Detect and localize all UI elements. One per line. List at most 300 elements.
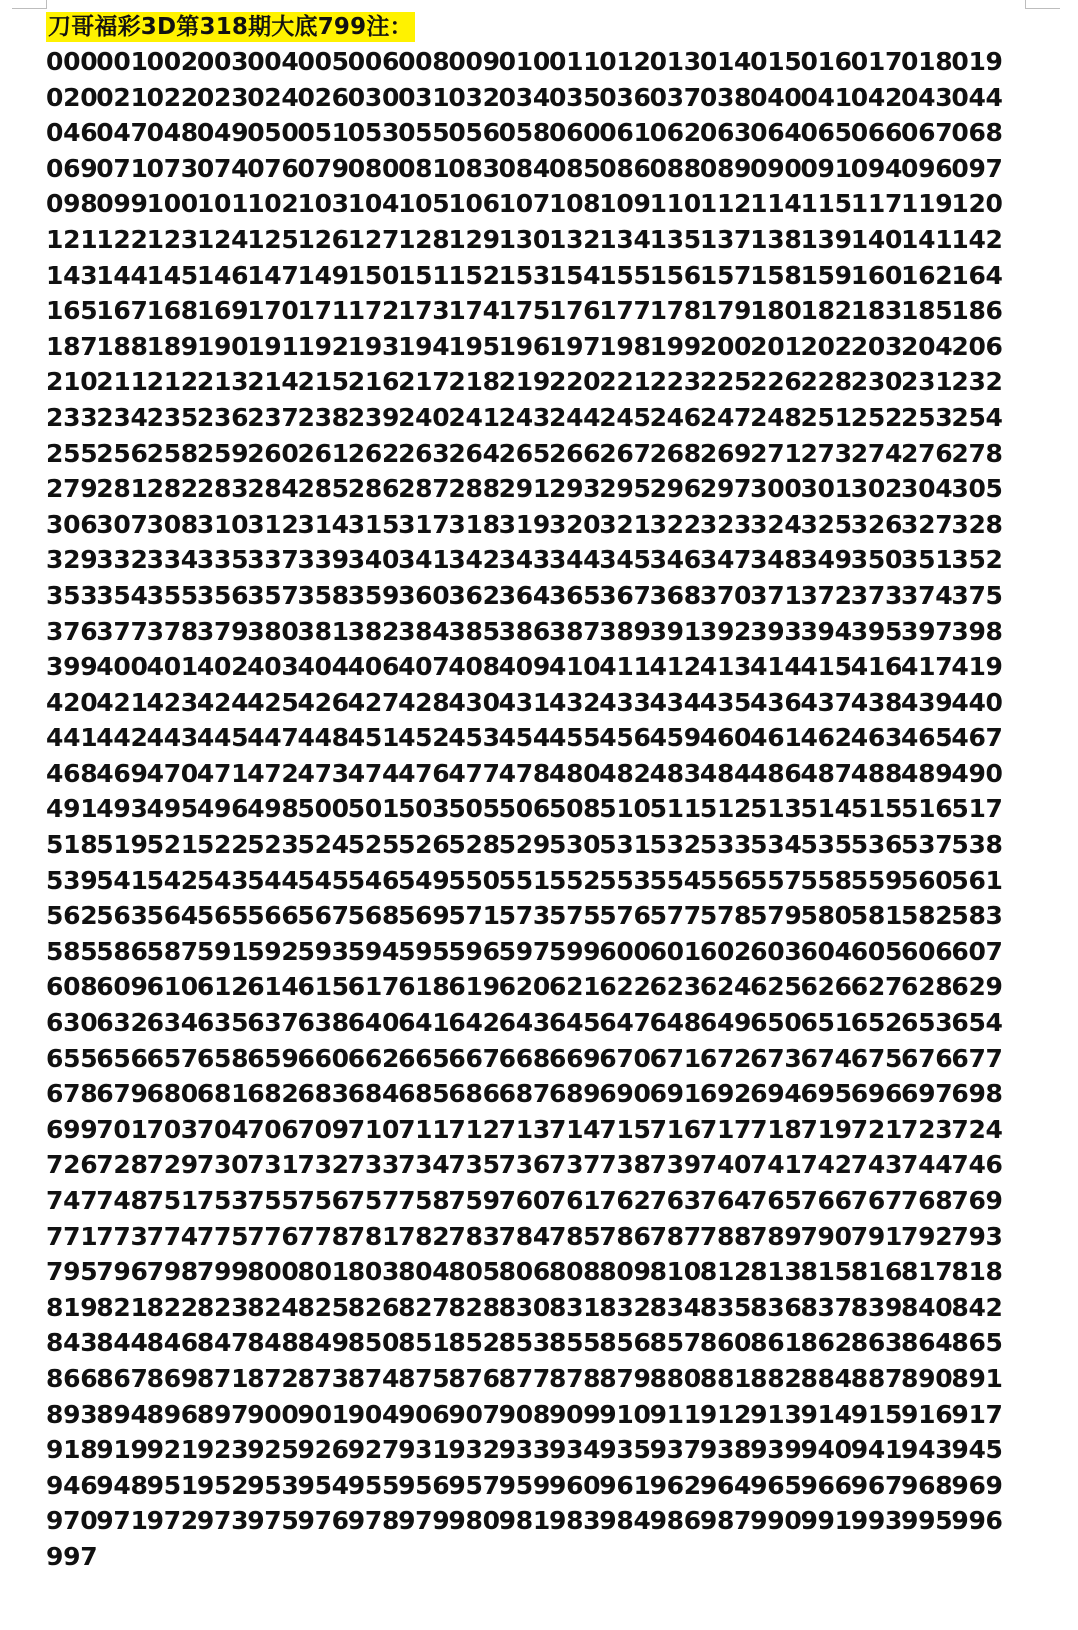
number-item: 247 xyxy=(699,402,752,432)
number-item: 355 xyxy=(146,580,198,610)
number-item: 297 xyxy=(699,474,752,504)
number-item: 269 xyxy=(699,438,752,468)
number-item: 640 xyxy=(347,1008,400,1038)
number-item: 623 xyxy=(649,972,701,1002)
number-item: 710 xyxy=(347,1114,400,1144)
number-item: 165 xyxy=(46,296,98,326)
number-item: 834 xyxy=(649,1292,701,1322)
number-item: 976 xyxy=(297,1506,349,1536)
number-item: 713 xyxy=(498,1114,550,1144)
number-item: 946 xyxy=(46,1470,98,1500)
number-item: 062 xyxy=(649,118,701,148)
number-item: 219 xyxy=(498,367,550,397)
number-item: 196 xyxy=(498,331,550,361)
number-item: 305 xyxy=(951,474,1003,504)
number-item: 609 xyxy=(96,972,148,1002)
number-item: 514 xyxy=(800,794,852,824)
number-line xyxy=(46,649,1046,685)
number-item: 775 xyxy=(196,1221,249,1251)
number-item: 793 xyxy=(951,1221,1003,1251)
number-item: 939 xyxy=(750,1435,802,1465)
number-item: 822 xyxy=(146,1292,198,1322)
number-line xyxy=(46,507,1046,543)
number-item: 953 xyxy=(247,1470,299,1500)
number-item: 147 xyxy=(247,260,299,290)
number-item: 668 xyxy=(498,1043,550,1073)
number-item: 701 xyxy=(96,1114,148,1144)
number-item: 037 xyxy=(649,82,701,112)
number-item: 680 xyxy=(146,1079,198,1109)
number-line xyxy=(46,80,1046,116)
number-item: 709 xyxy=(297,1114,349,1144)
number-item: 293 xyxy=(548,474,601,504)
document-title: 刀哥福彩3D第318期大底799注： xyxy=(48,14,413,40)
number-line xyxy=(46,1254,1046,1290)
number-line xyxy=(46,791,1046,827)
number-item: 601 xyxy=(649,936,701,966)
number-item: 364 xyxy=(498,580,550,610)
number-item: 024 xyxy=(247,82,299,112)
number-item: 064 xyxy=(750,118,802,148)
number-item: 090 xyxy=(750,153,802,183)
number-line xyxy=(46,1397,1046,1433)
number-item: 063 xyxy=(699,118,752,148)
number-item: 736 xyxy=(498,1150,550,1180)
number-item: 970 xyxy=(46,1506,98,1536)
number-item: 371 xyxy=(750,580,802,610)
number-item: 735 xyxy=(448,1150,500,1180)
number-item: 522 xyxy=(196,830,249,860)
number-item: 490 xyxy=(951,758,1003,788)
number-item: 632 xyxy=(96,1008,148,1038)
number-item: 328 xyxy=(951,509,1003,539)
number-item: 596 xyxy=(448,936,500,966)
number-item: 058 xyxy=(498,118,550,148)
number-item: 393 xyxy=(750,616,802,646)
number-item: 981 xyxy=(498,1506,550,1536)
number-line xyxy=(46,222,1046,258)
number-item: 488 xyxy=(850,758,903,788)
number-item: 599 xyxy=(548,936,601,966)
number-item: 042 xyxy=(850,82,903,112)
number-item: 741 xyxy=(750,1150,802,1180)
number-item: 667 xyxy=(448,1043,500,1073)
number-item: 265 xyxy=(498,438,550,468)
number-item: 862 xyxy=(800,1328,852,1358)
number-item: 168 xyxy=(146,296,198,326)
number-item: 690 xyxy=(599,1079,651,1109)
number-item: 335 xyxy=(196,545,249,575)
number-item: 399 xyxy=(46,652,98,682)
number-item: 324 xyxy=(750,509,802,539)
number-item: 825 xyxy=(297,1292,349,1322)
number-item: 408 xyxy=(448,652,500,682)
number-item: 157 xyxy=(699,260,752,290)
number-item: 332 xyxy=(96,545,148,575)
number-item: 566 xyxy=(247,901,299,931)
number-item: 134 xyxy=(599,224,651,254)
number-item: 679 xyxy=(96,1079,148,1109)
number-item: 744 xyxy=(901,1150,953,1180)
number-item: 356 xyxy=(196,580,249,610)
number-item: 649 xyxy=(699,1008,752,1038)
number-item: 468 xyxy=(46,758,98,788)
number-item: 132 xyxy=(548,224,601,254)
number-item: 329 xyxy=(46,545,98,575)
number-item: 344 xyxy=(548,545,601,575)
number-item: 934 xyxy=(548,1435,601,1465)
number-item: 377 xyxy=(96,616,148,646)
number-item: 322 xyxy=(649,509,701,539)
number-item: 370 xyxy=(699,580,752,610)
number-item: 968 xyxy=(901,1470,953,1500)
number-item: 714 xyxy=(548,1114,601,1144)
number-item: 409 xyxy=(498,652,550,682)
number-item: 079 xyxy=(297,153,349,183)
number-item: 760 xyxy=(498,1186,550,1215)
number-item: 109 xyxy=(599,189,651,219)
number-item: 746 xyxy=(951,1150,1003,1180)
number-item: 951 xyxy=(146,1470,198,1500)
number-item: 919 xyxy=(96,1435,148,1465)
number-item: 085 xyxy=(548,153,601,183)
number-item: 997 xyxy=(46,1541,98,1571)
number-item: 403 xyxy=(247,652,299,682)
number-item: 203 xyxy=(850,331,903,361)
number-item: 878 xyxy=(548,1363,601,1393)
number-item: 765 xyxy=(750,1186,802,1215)
number-line xyxy=(46,898,1046,934)
number-item: 470 xyxy=(146,758,198,788)
number-item: 529 xyxy=(498,830,550,860)
number-item: 226 xyxy=(750,367,802,397)
number-item: 169 xyxy=(196,296,249,326)
number-item: 716 xyxy=(649,1114,701,1144)
number-item: 230 xyxy=(850,367,903,397)
number-item: 948 xyxy=(96,1470,148,1500)
number-item: 876 xyxy=(448,1363,500,1393)
number-item: 819 xyxy=(46,1292,98,1322)
number-item: 864 xyxy=(901,1328,953,1358)
number-item: 038 xyxy=(699,82,752,112)
number-item: 264 xyxy=(448,438,500,468)
number-item: 056 xyxy=(448,118,500,148)
number-item: 530 xyxy=(548,830,601,860)
number-item: 373 xyxy=(850,580,903,610)
number-item: 402 xyxy=(196,652,249,682)
number-item: 357 xyxy=(247,580,299,610)
number-item: 206 xyxy=(951,331,1003,361)
number-item: 201 xyxy=(750,331,802,361)
number-item: 818 xyxy=(951,1257,1003,1287)
number-item: 694 xyxy=(750,1079,802,1109)
number-item: 199 xyxy=(649,331,701,361)
number-item: 152 xyxy=(448,260,500,290)
number-item: 190 xyxy=(196,331,249,361)
number-item: 493 xyxy=(96,794,148,824)
number-item: 906 xyxy=(398,1399,450,1429)
number-item: 124 xyxy=(196,224,249,254)
number-item: 006 xyxy=(347,47,400,76)
number-item: 262 xyxy=(347,438,400,468)
number-item: 114 xyxy=(750,189,802,219)
number-item: 234 xyxy=(96,402,148,432)
number-item: 423 xyxy=(146,687,198,717)
number-item: 758 xyxy=(398,1186,450,1215)
number-item: 121 xyxy=(46,224,98,254)
number-item: 389 xyxy=(599,616,651,646)
number-item: 675 xyxy=(850,1043,903,1073)
number-item: 991 xyxy=(800,1506,852,1536)
number-item: 813 xyxy=(750,1257,802,1287)
number-item: 837 xyxy=(800,1292,852,1322)
number-item: 875 xyxy=(398,1363,450,1393)
number-item: 067 xyxy=(901,118,953,148)
number-item: 445 xyxy=(196,723,249,753)
number-item: 684 xyxy=(347,1079,400,1109)
number-item: 385 xyxy=(448,616,500,646)
number-item: 076 xyxy=(247,153,299,183)
number-line xyxy=(46,578,1046,614)
number-item: 472 xyxy=(247,758,299,788)
number-item: 742 xyxy=(800,1150,852,1180)
number-item: 935 xyxy=(599,1435,651,1465)
number-item: 786 xyxy=(599,1221,651,1251)
number-item: 424 xyxy=(196,687,249,717)
number-item: 084 xyxy=(498,153,550,183)
number-item: 346 xyxy=(649,545,701,575)
number-item: 394 xyxy=(800,616,852,646)
number-item: 342 xyxy=(448,545,500,575)
number-item: 748 xyxy=(96,1186,148,1215)
number-item: 873 xyxy=(297,1363,349,1393)
number-item: 855 xyxy=(548,1328,601,1358)
number-item: 474 xyxy=(347,758,400,788)
number-item: 018 xyxy=(901,47,953,76)
number-item: 573 xyxy=(498,901,550,931)
number-item: 061 xyxy=(599,118,651,148)
number-item: 687 xyxy=(498,1079,550,1109)
number-item: 730 xyxy=(196,1150,249,1180)
number-item: 660 xyxy=(297,1043,349,1073)
number-item: 491 xyxy=(46,794,98,824)
number-item: 575 xyxy=(548,901,601,931)
number-item: 652 xyxy=(850,1008,903,1038)
number-item: 562 xyxy=(46,901,98,931)
number-item: 634 xyxy=(146,1008,198,1038)
number-item: 268 xyxy=(649,438,701,468)
number-item: 790 xyxy=(800,1221,852,1251)
number-item: 156 xyxy=(649,260,701,290)
number-item: 301 xyxy=(800,474,852,504)
number-item: 659 xyxy=(247,1043,299,1073)
number-item: 615 xyxy=(297,972,349,1002)
number-item: 956 xyxy=(398,1470,450,1500)
number-item: 461 xyxy=(750,723,802,753)
number-item: 107 xyxy=(498,189,550,219)
number-item: 712 xyxy=(448,1114,500,1144)
number-item: 545 xyxy=(297,865,349,895)
number-item: 719 xyxy=(800,1114,852,1144)
number-item: 348 xyxy=(750,545,802,575)
number-item: 578 xyxy=(699,901,752,931)
number-item: 036 xyxy=(599,82,651,112)
number-item: 955 xyxy=(347,1470,400,1500)
number-item: 098 xyxy=(46,189,98,219)
number-item: 915 xyxy=(850,1399,903,1429)
number-item: 350 xyxy=(850,545,903,575)
number-item: 100 xyxy=(146,189,198,219)
number-item: 971 xyxy=(96,1506,148,1536)
number-item: 465 xyxy=(901,723,953,753)
number-item: 154 xyxy=(548,260,601,290)
number-item: 170 xyxy=(247,296,299,326)
number-item: 314 xyxy=(297,509,349,539)
number-item: 805 xyxy=(448,1257,500,1287)
number-item: 430 xyxy=(448,687,500,717)
number-item: 696 xyxy=(850,1079,903,1109)
number-item: 476 xyxy=(398,758,450,788)
number-item: 703 xyxy=(146,1114,198,1144)
number-item: 817 xyxy=(901,1257,953,1287)
number-item: 274 xyxy=(850,438,903,468)
number-item: 617 xyxy=(347,972,400,1002)
number-item: 460 xyxy=(699,723,752,753)
number-item: 211 xyxy=(96,367,148,397)
number-item: 005 xyxy=(297,47,349,76)
number-item: 448 xyxy=(297,723,349,753)
number-item: 477 xyxy=(448,758,500,788)
number-item: 546 xyxy=(347,865,400,895)
number-item: 135 xyxy=(649,224,701,254)
number-item: 353 xyxy=(46,580,98,610)
number-item: 676 xyxy=(901,1043,953,1073)
number-item: 221 xyxy=(599,367,651,397)
number-item: 726 xyxy=(46,1150,98,1180)
number-item: 846 xyxy=(146,1328,198,1358)
number-item: 073 xyxy=(146,153,198,183)
number-item: 198 xyxy=(599,331,651,361)
number-item: 307 xyxy=(96,509,148,539)
number-item: 117 xyxy=(850,189,903,219)
number-item: 032 xyxy=(448,82,500,112)
number-item: 771 xyxy=(46,1221,98,1251)
number-item: 576 xyxy=(599,901,651,931)
number-item: 143 xyxy=(46,260,98,290)
number-item: 283 xyxy=(196,474,249,504)
number-item: 674 xyxy=(800,1043,852,1073)
number-item: 267 xyxy=(599,438,651,468)
number-item: 471 xyxy=(196,758,249,788)
number-item: 698 xyxy=(951,1079,1003,1109)
number-item: 849 xyxy=(297,1328,349,1358)
number-item: 592 xyxy=(247,936,299,966)
number-item: 518 xyxy=(46,830,98,860)
number-item: 441 xyxy=(46,723,98,753)
number-item: 769 xyxy=(951,1186,1003,1215)
number-item: 861 xyxy=(750,1328,802,1358)
number-item: 580 xyxy=(800,901,852,931)
number-item: 897 xyxy=(196,1399,249,1429)
number-item: 235 xyxy=(146,402,198,432)
number-item: 766 xyxy=(800,1186,852,1215)
number-item: 129 xyxy=(448,224,500,254)
number-item: 557 xyxy=(750,865,802,895)
number-item: 524 xyxy=(297,830,349,860)
number-item: 071 xyxy=(96,153,148,183)
number-item: 365 xyxy=(548,580,601,610)
number-item: 543 xyxy=(196,865,249,895)
number-item: 194 xyxy=(398,331,450,361)
number-item: 308 xyxy=(146,509,198,539)
number-item: 768 xyxy=(901,1186,953,1215)
number-item: 984 xyxy=(599,1506,651,1536)
number-item: 534 xyxy=(750,830,802,860)
number-item: 967 xyxy=(850,1470,903,1500)
number-item: 300 xyxy=(750,474,802,504)
number-item: 506 xyxy=(498,794,550,824)
number-item: 986 xyxy=(649,1506,701,1536)
number-item: 431 xyxy=(498,687,550,717)
number-item: 756 xyxy=(297,1186,349,1215)
number-item: 645 xyxy=(548,1008,601,1038)
number-line xyxy=(46,756,1046,792)
number-item: 789 xyxy=(750,1221,802,1251)
number-item: 957 xyxy=(448,1470,500,1500)
number-item: 759 xyxy=(448,1186,500,1215)
number-item: 699 xyxy=(46,1114,98,1144)
number-item: 798 xyxy=(146,1257,198,1287)
number-item: 564 xyxy=(146,901,198,931)
number-item: 962 xyxy=(649,1470,701,1500)
number-item: 022 xyxy=(146,82,198,112)
number-item: 647 xyxy=(599,1008,651,1038)
number-line xyxy=(46,1147,1046,1183)
number-item: 001 xyxy=(96,47,148,76)
number-item: 525 xyxy=(347,830,400,860)
number-item: 648 xyxy=(649,1008,701,1038)
number-item: 569 xyxy=(398,901,450,931)
number-item: 256 xyxy=(96,438,148,468)
number-item: 248 xyxy=(750,402,802,432)
number-item: 630 xyxy=(46,1008,98,1038)
number-item: 320 xyxy=(548,509,601,539)
number-item: 016 xyxy=(800,47,852,76)
number-item: 836 xyxy=(750,1292,802,1322)
number-item: 376 xyxy=(46,616,98,646)
number-item: 965 xyxy=(750,1470,802,1500)
number-item: 605 xyxy=(850,936,903,966)
number-item: 010 xyxy=(498,47,550,76)
number-item: 638 xyxy=(297,1008,349,1038)
number-item: 278 xyxy=(951,438,1003,468)
number-item: 503 xyxy=(398,794,450,824)
number-item: 462 xyxy=(800,723,852,753)
number-item: 685 xyxy=(398,1079,450,1109)
number-item: 343 xyxy=(498,545,550,575)
number-item: 610 xyxy=(146,972,198,1002)
number-item: 784 xyxy=(498,1221,550,1251)
number-item: 581 xyxy=(850,901,903,931)
number-item: 606 xyxy=(901,936,953,966)
number-item: 877 xyxy=(498,1363,550,1393)
number-item: 643 xyxy=(498,1008,550,1038)
number-item: 755 xyxy=(247,1186,299,1215)
number-item: 665 xyxy=(398,1043,450,1073)
number-item: 480 xyxy=(548,758,601,788)
number-item: 812 xyxy=(699,1257,752,1287)
number-line xyxy=(46,1290,1046,1326)
